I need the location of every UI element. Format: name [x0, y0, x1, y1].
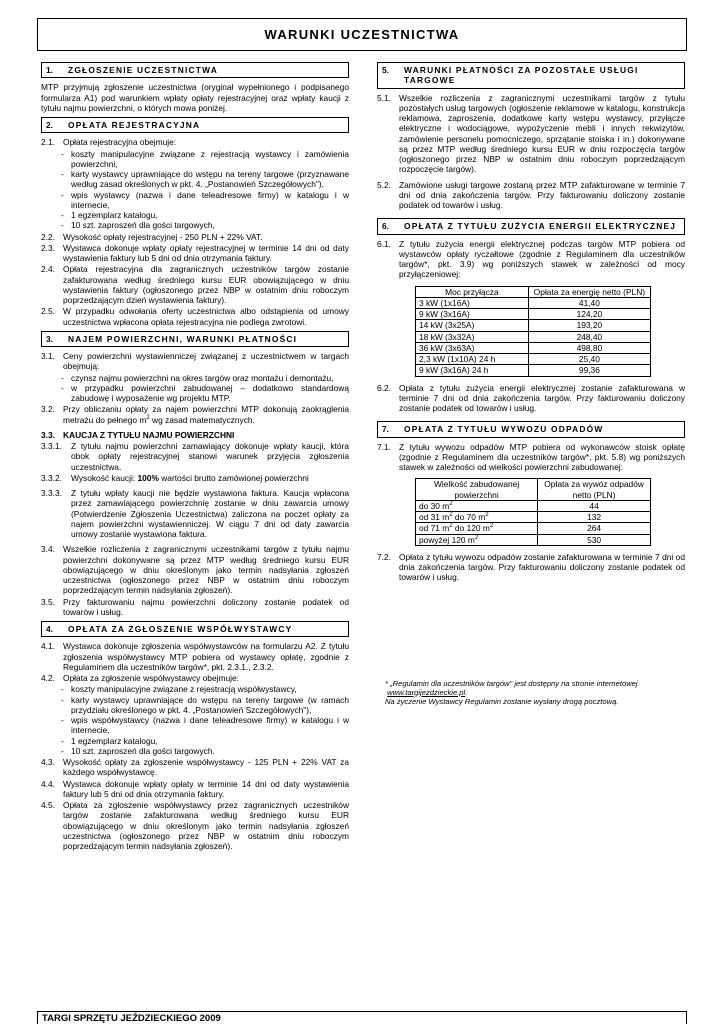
- dash-item: - 10 szt. zaproszeń dla gości targowych.: [61, 746, 349, 756]
- title-box: [37, 18, 687, 51]
- list-item: [377, 180, 685, 211]
- item-text: Wysokość opłaty za zgłoszenie współwystawcy - 125 PLN + 22% VAT za każdego współwystawcę.: [63, 757, 349, 778]
- section-7-heading: [377, 421, 685, 437]
- section-5-heading: [377, 62, 685, 89]
- section-number: 2.: [46, 120, 53, 130]
- dash-text: karty wystawcy uprawniające do wstępu na tereny targowe (w ramach przydziału określonego w pkt. 4. „Postanowień Szczegółowych"),: [71, 694, 349, 715]
- waste-rate-table: [415, 478, 651, 546]
- table-row: [416, 500, 651, 511]
- list-item: [41, 800, 349, 851]
- table-cell: 530: [538, 534, 651, 545]
- table-row: [416, 320, 651, 331]
- dash-item: - 1 egzemplarz katalogu,: [61, 210, 349, 220]
- item-text: Zamówione usługi targowe zostaną przez MTP zafakturowane w terminie 7 dni od dnia zakończenia targów. Przy fakturowaniu doliczony zostanie podatek od towarów i usług.: [399, 179, 685, 210]
- list-item: [41, 137, 349, 147]
- table-cell: od 71 $m^2$ do 120 $m^2$: [416, 523, 538, 534]
- table-row: [416, 309, 651, 320]
- table-row: [416, 354, 651, 365]
- item-text: Z tytułu wywozu odpadów MTP pobiera od wykonawców stoisk opłatę (zgodnie z Regulaminem dla uczestników targów*, pkt. 5.8) wg poniższych stawek w zależności od wielkości powierzchni zabudowanej:: [399, 441, 685, 472]
- item-number: 6.1.: [377, 238, 391, 249]
- list-item: [41, 264, 349, 305]
- item-text: Wszelkie rozliczenia z zagranicznymi uczestnikami targów z tytułu pozostałych usług targowych (ogłoszenie reklamowe w katalogu, konstrukcja reklamowa, zaproszenia, dodatkowe karty wstępu wystawcy, przyłącze elektryczne i wodociągowe, wypożyczenie mebli i innych rekwizytów, zamówienie personelu pomocniczego, sprzątanie stoiska i in.) dokonywane są przez MTP według średniego kursu EUR w dniu rozpoczęcia targów (ogłoszonego przez NBP w ostatnim dniu roboczym poprzedzającym rozpoczęcie targów).: [399, 92, 685, 175]
- dash-text: wpis współwystawcy (nazwa i dane teleadresowe firmy) w katalogu i w internecie,: [71, 715, 349, 736]
- list-item: [41, 232, 349, 242]
- list-item: [377, 442, 685, 473]
- dash-item: - karty wystawcy uprawniające do wstępu na tereny targowe (przyznawane według zasad określonych w pkt. 4. „Postanowień Szczegółowych"),: [61, 169, 349, 190]
- item-number: 4.1.: [41, 641, 55, 652]
- column-header: Opłata za energię netto (PLN): [528, 286, 650, 297]
- item-number: 6.2.: [377, 382, 391, 393]
- table-header-row: [416, 479, 651, 501]
- section-title: OPŁATA ZA ZGŁOSZENIE WSPÓŁWYSTAWCY: [68, 624, 293, 634]
- table-row: [416, 365, 651, 376]
- item-number: 3.4.: [41, 544, 55, 555]
- list-item: [41, 641, 349, 672]
- item-number: 4.3.: [41, 757, 55, 767]
- item-number: 4.4.: [41, 778, 55, 789]
- list-item: [377, 552, 685, 583]
- section-title: NAJEM POWIERZCHNI, WARUNKI PŁATNOŚCI: [68, 333, 298, 344]
- item-text: Z tytułu wpłaty kaucji nie będzie wystawiona faktura. Kaucja wpłacona przez zamawiającego powierzchnię zostanie w dniu zawarcia umowy (Potwierdzenie Zgłoszenia Uczestnictwa) zaliczona na poczet opłaty za najem powierzchni wystawienniczej. W ciągu 7 dni od daty zawarcia umowy zostanie wystawiona faktura.: [71, 488, 349, 539]
- dash-text: wpis wystawcy (nazwa i dane teleadresowe firmy) w katalogu i w internecie,: [71, 189, 349, 210]
- table-cell: 41,40: [528, 297, 650, 308]
- item-text: Wysokość kaucji: 100% wartości brutto zamówionej powierzchni: [71, 472, 309, 483]
- table-cell: powyżej 120 $m^2$: [416, 534, 538, 545]
- item-number: 3.3.1.: [41, 441, 62, 451]
- table-row: [416, 342, 651, 353]
- section-title: OPŁATA Z TYTUŁU WYWOZU ODPADÓW: [404, 424, 604, 435]
- item-text: KAUCJA Z TYTUŁU NAJMU POWIERZCHNI: [63, 429, 235, 440]
- list-item: [41, 404, 349, 425]
- footnote-line-2: www.targijezdzieckie.pl.: [387, 687, 468, 697]
- table-cell: 498,80: [528, 342, 650, 353]
- item-text: Z tytułu najmu powierzchni zamawiający dokonuje wpłaty kaucji, która obok opłaty rejestracyjnej stanowi warunek przyjęcia zgłoszenia uczestnictwa.: [71, 441, 349, 472]
- dash-text: 10 szt. zaproszeń dla gości targowych,: [71, 220, 215, 231]
- item-number: 4.2.: [41, 673, 55, 683]
- item-text: Wystawca dokonuje zgłoszenia współwystawców na formularzu A2. Z tytułu zgłoszenia współwystawcy MTP pobiera od wystawcy opłatę, zgodnie z Regulaminem dla uczestników targów*, pkt. 2.3.1., 2.3.2.: [63, 641, 349, 672]
- left-column: [41, 62, 349, 852]
- section-3-heading: [41, 331, 349, 347]
- section-number: 7.: [382, 424, 389, 435]
- table-cell: 124,20: [528, 309, 650, 320]
- section-4-heading: [41, 621, 349, 637]
- dash-item: - wpis wystawcy (nazwa i dane teleadresowe firmy) w katalogu i w internecie,: [61, 189, 349, 210]
- item-number: 2.5.: [41, 306, 55, 317]
- footer: [37, 1011, 687, 1024]
- energy-rate-table: [415, 286, 651, 377]
- item-number: 4.5.: [41, 800, 55, 810]
- footnote-line-1: * „Regulamin dla uczestników targów" jest dostępny na stronie internetowej: [385, 678, 638, 688]
- section-number: 1.: [46, 65, 53, 75]
- table-row: [416, 331, 651, 342]
- table-cell: 2,3 kW (1x10A) 24 h: [416, 354, 529, 365]
- dash-text: koszty manipulacyjne związane z rejestracją wystawcy i zamówienia powierzchni,: [71, 148, 349, 169]
- list-item: [377, 93, 685, 175]
- list-item: [41, 779, 349, 800]
- item-number: 3.3.3.: [41, 488, 62, 498]
- list-item: [41, 597, 349, 618]
- dash-text: 10 szt. zaproszeń dla gości targowych.: [71, 745, 215, 756]
- table-cell: 36 kW (3x63A): [416, 342, 529, 353]
- item-number: 5.1.: [377, 92, 391, 103]
- footer-title: TARGI SPRZĘTU JEŹDZIECKIEGO 2009: [42, 1013, 221, 1024]
- section-number: 4.: [46, 624, 53, 634]
- item-text: Wystawca dokonuje wpłaty opłaty rejestracyjnej w terminie 14 dni od daty wystawienia faktury lub 5 dni od dnia otrzymania faktury.: [63, 242, 349, 263]
- list-item: [377, 239, 685, 280]
- item-number: 2.1.: [41, 137, 55, 148]
- item-text: Opłata rejestracyjna dla zagranicznych uczestników targów zostanie zafakturowana według średniego kursu EUR obowiązującego w dniu wystawienia faktury (ogłoszonego przez NBP w ostatnim dniu roboczym poprzedzającym dzień wystawienia faktury).: [63, 264, 349, 305]
- section-title: ZGŁOSZENIE UCZESTNICTWA: [68, 65, 218, 75]
- dash-item: - 10 szt. zaproszeń dla gości targowych,: [61, 220, 349, 230]
- list-item: [41, 430, 349, 440]
- right-column: [377, 62, 685, 706]
- table-cell: 25,40: [528, 354, 650, 365]
- section-title: OPŁATA REJESTRACYJNA: [68, 120, 201, 130]
- item-text: Wszelkie rozliczenia z zagranicznymi uczestnikami targów z tytułu najmu powierzchni dokonywane są przez MTP według średniego kursu EUR obowiązującego w dniu określonym jako termin nadsyłania zgłoszeń uczestnictwa (ogłoszonego przez NBP w ostatnim dniu roboczym poprzedzającym termin nadsyłania zgłoszeń).: [63, 544, 349, 596]
- item-text: W przypadku odwołania oferty uczestnictwa albo odstąpienia od umowy uczestnictwa wpłacona opłata rejestracyjna nie podlega zwrotowi.: [63, 306, 349, 327]
- dash-text: koszty manipulacyjne związane z rejestracją współwystawcy,: [71, 684, 297, 695]
- item-number: 7.2.: [377, 551, 391, 562]
- table-cell: 132: [538, 512, 651, 523]
- dash-text: karty wystawcy uprawniające do wstępu na tereny targowe (przyznawane według zasad określonych w pkt. 4. „Postanowień Szczegółowych"),: [71, 169, 349, 190]
- item-text: Przy fakturowaniu najmu powierzchni doliczony zostanie podatek od towarów i usług.: [63, 596, 349, 617]
- list-item: [41, 243, 349, 264]
- item-number: 3.3.2.: [41, 472, 62, 483]
- item-text: Ceny powierzchni wystawienniczej związanej z uczestnictwem w targach obejmują:: [63, 351, 349, 372]
- list-item: [41, 473, 349, 483]
- footnote-line-3: Na życzenie Wystawcy Regulamin zostanie wysłany drogą pocztową.: [385, 697, 619, 706]
- list-item: [41, 757, 349, 778]
- table-row: [416, 297, 651, 308]
- item-number: 3.3.: [41, 429, 55, 440]
- column-header: Wielkość zabudowanej powierzchni: [416, 479, 538, 501]
- item-text: Z tytułu zużycia energii elektrycznej podczas targów MTP pobiera od wystawców opłaty ryczałtowe (zgodnie z Regulaminem dla uczestników targów*, pkt. 3.9) wg poniższych stawek w zależności od mocy przyłączeniowej:: [399, 238, 685, 280]
- item-number: 7.1.: [377, 441, 391, 452]
- dash-item: - 1 egzemplarz katalogu,: [61, 736, 349, 746]
- item-text: Wysokość opłaty rejestracyjnej - 250 PLN + 22% VAT.: [63, 231, 263, 242]
- section-6-heading: [377, 218, 685, 234]
- list-item: [41, 673, 349, 683]
- dash-text: 1 egzemplarz katalogu,: [71, 210, 158, 220]
- table-cell: 9 kW (3x16A): [416, 309, 529, 320]
- list-item: [377, 383, 685, 414]
- dash-item: - wpis współwystawcy (nazwa i dane teleadresowe firmy) w katalogu i w internecie,: [61, 715, 349, 736]
- dash-item: - karty wystawcy uprawniające do wstępu na tereny targowe (w ramach przydziału określonego w pkt. 4. „Postanowień Szczegółowych"),: [61, 694, 349, 715]
- dash-text: 1 egzemplarz katalogu,: [71, 735, 158, 746]
- table-cell: 9 kW (3x16A) 24 h: [416, 365, 529, 376]
- list-item: [41, 351, 349, 372]
- section-1-text: MTP przyjmują zgłoszenie uczestnictwa (oryginał wypełnionego i podpisanego formularza A1) pod warunkiem wpłaty opłaty rejestracyjnej oraz wpłaty kaucji z tytułu najmu powierzchni, o których mowa poniżej.: [41, 82, 349, 113]
- list-item: [41, 488, 349, 539]
- table-cell: 44: [538, 500, 651, 511]
- table-row: [416, 512, 651, 523]
- table-cell: 99,36: [528, 365, 650, 376]
- item-number: 5.2.: [377, 179, 391, 190]
- item-number: 3.1.: [41, 351, 55, 361]
- item-number: 3.5.: [41, 596, 55, 607]
- table-row: [416, 523, 651, 534]
- table-cell: 193,20: [528, 320, 650, 331]
- table-cell: do 30 $m^2$: [416, 500, 538, 511]
- table-cell: 248,40: [528, 331, 650, 342]
- section-1-heading: [41, 62, 349, 78]
- item-text: Wystawca dokonuje wpłaty opłaty w terminie 14 dni od daty wystawienia faktury lub 5 dni od dnia otrzymania faktury.: [63, 778, 349, 799]
- dash-text: w przypadku powierzchni zabudowanej – dodatkowo standardową zabudowę i wyposażenie wg projektu MTP.: [71, 382, 349, 403]
- list-item: [41, 441, 349, 472]
- item-text: Przy obliczaniu opłaty za najem powierzchni MTP dokonują zaokrąglenia metrażu do pełnego $m^2$ wg zasad matematycznych.: [63, 404, 349, 425]
- item-number: 2.4.: [41, 264, 55, 275]
- section-number: 6.: [382, 221, 389, 232]
- table-cell: 264: [538, 523, 651, 534]
- footnote: [385, 679, 685, 707]
- table-header-row: [416, 286, 651, 297]
- item-text: Opłata rejestracyjna obejmuje:: [63, 137, 177, 148]
- section-title: OPŁATA Z TYTUŁU ZUŻYCIA ENERGII ELEKTRYCZNEJ: [404, 221, 677, 232]
- section-2-heading: [41, 117, 349, 133]
- table-cell: 14 kW (3x25A): [416, 320, 529, 331]
- section-number: 3.: [46, 333, 53, 344]
- dash-item: - koszty manipulacyjne związane z rejestracją wystawcy i zamówienia powierzchni,: [61, 148, 349, 169]
- item-number: 2.3.: [41, 242, 55, 253]
- column-header: Moc przyłącza: [416, 286, 529, 297]
- dash-item: - koszty manipulacyjne związane z rejestracją współwystawcy,: [61, 684, 349, 694]
- list-item: [41, 306, 349, 327]
- item-text: Opłata z tytułu wywozu odpadów zostanie zafakturowana w terminie 7 dni od dnia zakończenia targów. Przy fakturowaniu doliczony zostanie podatek od towarów i usług.: [399, 551, 685, 583]
- dash-text: czynsz najmu powierzchni na okres targów oraz montażu i demontażu,: [71, 372, 334, 383]
- table-cell: od 31 $m^2$ do 70 $m^2$: [416, 512, 538, 523]
- table-row: [416, 534, 651, 545]
- dash-item: - w przypadku powierzchni zabudowanej – dodatkowo standardową zabudowę i wyposażenie wg projektu MTP.: [61, 382, 349, 403]
- section-title: WARUNKI PŁATNOŚCI ZA POZOSTAŁE USŁUGI TARGOWE: [404, 65, 639, 86]
- item-number: 3.2.: [41, 404, 55, 415]
- list-item: [41, 544, 349, 595]
- table-cell: 3 kW (1x16A): [416, 297, 529, 308]
- page-title: WARUNKI UCZESTNICTWA: [264, 26, 460, 42]
- column-header: Opłata za wywóz odpadów netto (PLN): [538, 479, 651, 501]
- footnote-link[interactable]: www.targijezdzieckie.pl: [387, 687, 466, 697]
- item-text: Opłata za zgłoszenie współwystawcy przez zagranicznych uczestników targów zostanie zafakturowana według średniego kursu EUR obowiązującego w dniu określonym jako termin nadsyłania zgłoszeń uczestnictwa (ogłoszonego przez NBP w ostatnim dniu roboczym poprzedzającym termin nadsyłania zgłoszeń).: [63, 800, 349, 851]
- dash-item: - czynsz najmu powierzchni na okres targów oraz montażu i demontażu,: [61, 373, 349, 383]
- item-text: Opłata z tytułu zużycia energii elektrycznej zostanie zafakturowana w terminie 7 dni od dnia zakończenia targów. Przy fakturowaniu doliczony zostanie podatek od towarów i usług.: [399, 382, 685, 413]
- section-number: 5.: [382, 65, 389, 75]
- item-number: 2.2.: [41, 231, 55, 242]
- table-cell: 18 kW (3x32A): [416, 331, 529, 342]
- item-text: Opłata za zgłoszenie współwystawcy obejmuje:: [63, 673, 239, 683]
